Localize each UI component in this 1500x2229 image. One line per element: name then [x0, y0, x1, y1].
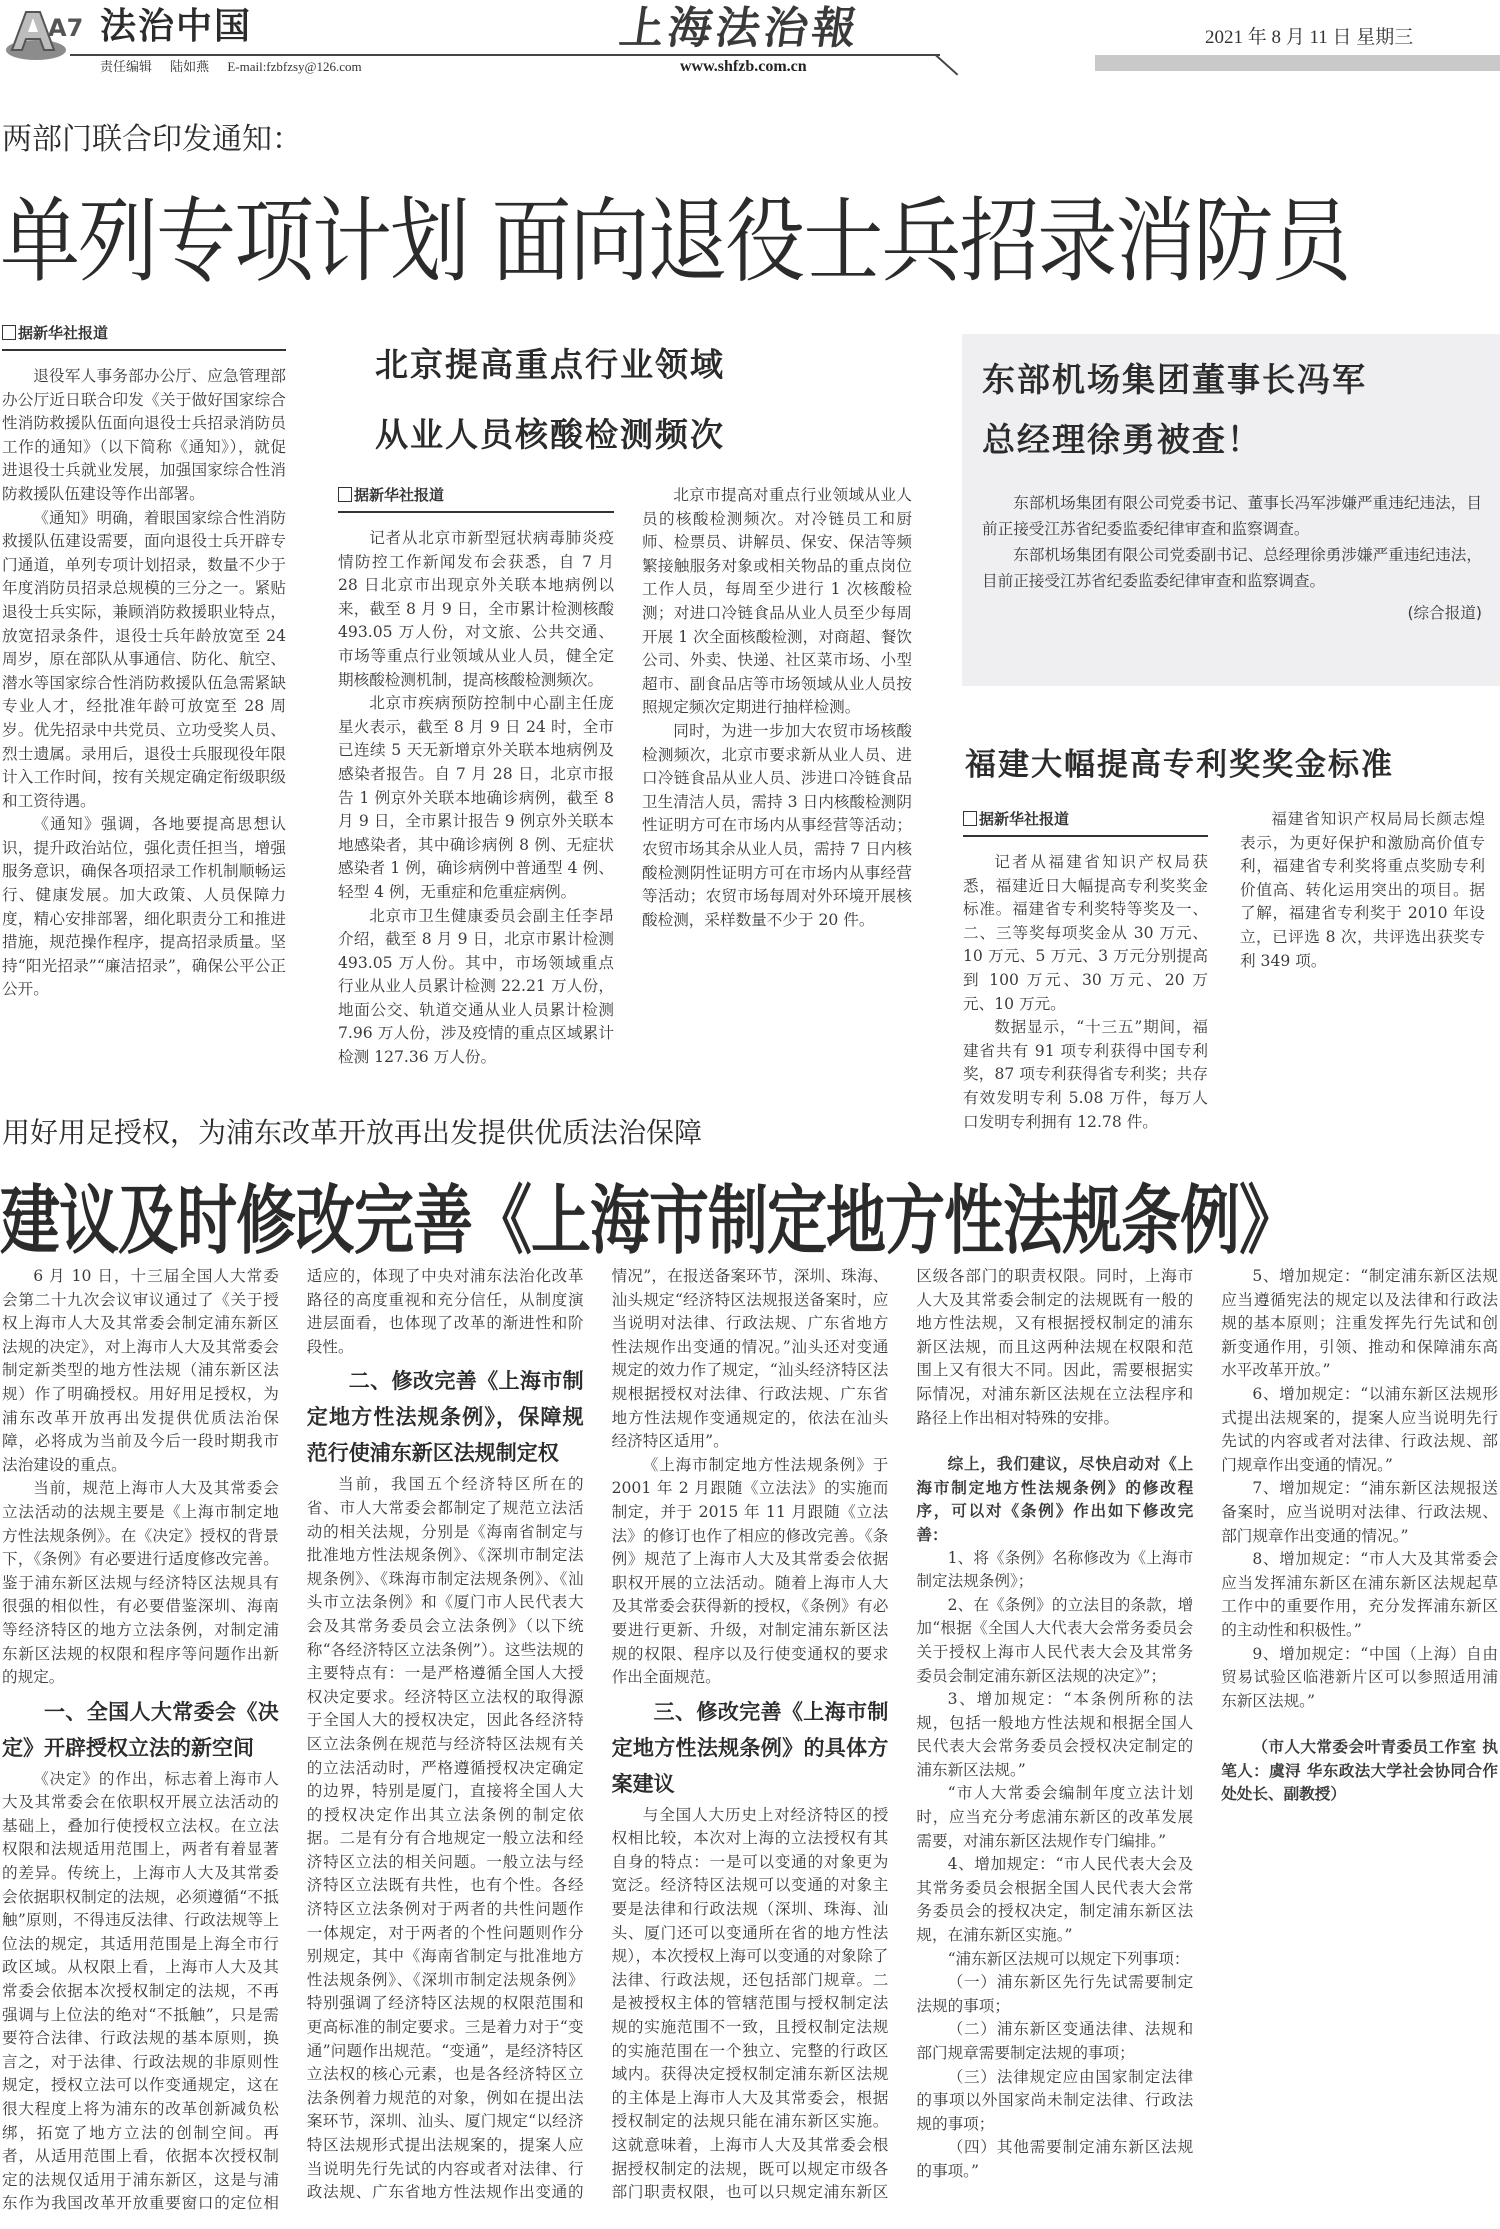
- article5-paragraph: 8、增加规定：“市人大及其常委会应当发挥浦东新区在浦东新区法规起草工作中的重要作用，充分发挥浦东新区的主动性和积极性。”: [1221, 1550, 1498, 1639]
- article1-paragraph: 退役军人事务部办公厅、应急管理部办公厅近日联合印发《关于做好国家综合性消防救援队伍面向退役士兵招录消防员工作的通知》（以下简称《通知》），就促进退役士兵就业发展，加强国家综合性消防救援队伍建设等作出部署。: [2, 367, 286, 503]
- article5-paragraph: （一）浦东新区先行先试需要制定法规的事项；: [916, 1973, 1194, 2015]
- editor-email[interactable]: E-mail:fzbfzsy@126.com: [227, 59, 362, 74]
- article3-source: (综合报道): [1407, 604, 1482, 622]
- editor-name: 陆如燕: [170, 60, 210, 75]
- article3-paragraph: 东部机场集团有限公司党委书记、董事长冯军涉嫌严重违纪违法，目前正接受江苏省纪委监委纪律审查和监察调查。: [982, 494, 1482, 538]
- article2-text-a: [338, 527, 614, 1072]
- article5-paragraph: 3、增加规定：“本条例所称的法规，包括一般地方性法规和根据全国人民代表大会常务委员会授权决定制定的浦东新区法规。”: [916, 1690, 1194, 1779]
- article5-paragraph: （二）浦东新区变通法律、法规和部门规章需要制定法规的事项；: [916, 2020, 1194, 2062]
- section-title: 法治中国: [100, 6, 253, 47]
- article5-subheading: 一、全国人大常委会《决定》开辟授权立法的新空间: [2, 1699, 279, 1760]
- page-number: A7: [48, 14, 84, 42]
- article5-paragraph: 5、增加规定：“制定浦东新区法规应当遵循宪法的规定以及法律和行政法规的基本原则；注重发挥先行先试和创新变通作用，引领、推动和保障浦东高水平改革开放。”: [1221, 1267, 1498, 1380]
- article5-paragraph: 与全国人大历史上对经济特区的授权相比较，本次对上海的立法授权有其自身的特点：一是可以变通的对象更为宽泛。经济特区法规可以变通的对象主要是法律和行政法规（深圳、珠海、汕头、厦门还可以变通所在省的地方性法规），本次授权上海可以变通的对象除了法律、行政法规，还包括部门规章。二是被授权主体的管辖范围与授权制定法规的实施范围不一致，且授权制定法规的实施范围在一个独立、完整的行政区域内。获得决定授权制定浦东新区法规的主体是上海市人大及其常委会，根据授权制定的法规只能在浦东新区实施。这就意味着，上海市人大及其常委会根据授权制定的法规，既可以规定市级各部门职责权限，也可以只规定浦东新区区级各部门的职责权限。同时，上海市人大及其常委会制定的法规既有一般的地方性法规，又有根据授权制定的浦东新区法规，而且这两种法规在权限和范围上又有很大不同。因此，需要根据实际情况，对浦东新区法规在立法程序和路径上作出相对特殊的安排。: [611, 1267, 1194, 2202]
- article5-spacer: [1221, 1713, 1498, 1735]
- article1-text: [2, 365, 286, 1002]
- article4-col2: [1240, 808, 1485, 973]
- article5-paragraph: 1、将《条例》名称修改为《上海市制定法规条例》；: [916, 1548, 1194, 1591]
- article5-paragraph: 当前，我国五个经济特区所在的省、市人大常委会都制定了规范立法活动的相关法规，分别是《海南省制定与批准地方性法规条例》、《深圳市制定法规条例》、《珠海市制定法规条例》、《汕头市立法条例》和《厦门市人民代表大会及其常务委员会立法条例》（以下统称“各经济特区立法条例”）。这些法规的主要特点有：一是严格遵循全国人大授权决定要求。经济特区立法权的取得源于全国人大的授权决定，因此各经济特区立法条例在规范与经济特区法规有关的立法活动时，严格遵循授权决定确定的边界，特别是厦门，直接将全国人大的授权决定作出其立法条例的制定依据。二是有分有合地规定一般立法和经济特区立法的相关问题。一般立法与经济特区立法既有共性，也有个性。各经济特区立法条例对于两者的共性问题作一体规定，对于两者的个性问题则作分别规定，其中《海南省制定与批准地方性法规条例》、《深圳市制定法规条例》特别强调了经济特区法规的权限范围和更高标准的制定要求。三是着力对于“变通”问题作出规范。“变通”，是经济特区立法权的核心元素，也是各经济特区立法条例着力规范的对象，例如在提出法案环节，深圳、汕头、厦门规定“以经济特区法规形式提出法规案的，提案人应当说明先行先试的内容或者对法律、行政法规、广东省地方性法规作出变通的情况”，在报送备案环节，深圳、珠海、汕头规定“经济特区法规报送备案时，应当说明对法律、行政法规、广东省地方性法规作出变通的情况。”汕头还对变通规定的效力作了规定，“汕头经济特区法规根据授权对法律、行政法规、广东省地方性法规作变通规定的，依法在汕头经济特区适用”。: [306, 1267, 889, 2202]
- editor-label: 责任编辑: [100, 60, 153, 75]
- article4-paragraph: 福建省知识产权局局长颜志煌表示，为更好保护和激励高价值专利，福建省专利奖将重点奖励专利价值高、转化运用突出的项目。据了解，福建省专利奖于 2010 年设立，已评选 8 次，共评选出获奖专利 349 项。: [1240, 810, 1485, 970]
- article2-col2: [642, 484, 912, 1064]
- article5-paragraph: 9、增加规定：“中国（上海）自由贸易试验区临港新片区可以参照适用浦东新区法规。”: [1221, 1644, 1498, 1710]
- article5-subheading: 三、修改完善《上海市制定地方性法规条例》的具体方案建议: [611, 1699, 889, 1796]
- article4-col1: [963, 808, 1208, 1131]
- article5-kicker: 用好用足授权，为浦东改革开放再出发提供优质法治保障: [2, 1116, 703, 1149]
- article2-byline: 据新华社报道: [338, 484, 614, 513]
- article1-paragraph: 《通知》明确，着眼国家综合性消防救援队伍建设需要，面向退役士兵开辟专门通道，单列专项计划招录，数量不少于年度消防员招录总规模的三分之一。紧贴退役士兵实际，兼顾消防救援职业特点，放宽招录条件，退役士兵年龄放宽至 24 周岁，原在部队从事通信、防化、航空、潜水等国家综合性消防救援队伍急需紧缺专业人才，经批准年龄可放宽至 28 周岁。优先招录中共党员、立功受奖人员、烈士遗属。录用后，退役士兵服现役年限计入工作时间，按有关规定确定衔级职级和工资待遇。: [2, 508, 286, 810]
- article5-paragraph: 当前，规范上海市人大及其常委会立法活动的法规主要是《上海市制定地方性法规条例》。在《决定》授权的背景下，《条例》有必要进行适度修改完善。鉴于浦东新区法规与经济特区法规具有很强的相似性，有必要借鉴深圳、海南等经济特区的地方立法条例，对制定浦东新区法规的权限和程序等问题作出新的规定。: [2, 1479, 279, 1687]
- article2-paragraph: 北京市提高对重点行业领域从业人员的核酸检测频次。对冷链员工和厨师、检票员、讲解员、保安、保洁等频繁接触服务对象或相关物品的重点岗位工作人员，每周至少进行 1 次核酸检测；对进口冷链食品从业人员至少每周开展 1 次全面核酸检测，对商超、餐饮公司、外卖、快递、社区菜市场、小型超市、副食品店等市场领域从业人员按照规定频次定期进行抽样检测。: [642, 486, 912, 717]
- article1-kicker: 两部门联合印发通知：: [2, 122, 302, 157]
- article4-paragraph: 数据显示，“十三五”期间，福建省共有 91 项专利获得中国专利奖，87 项专利获得省专利奖；共存有效发明专利 5.08 万件，每万人口发明专利拥有 12.78 件。: [963, 1018, 1208, 1131]
- article3-paragraph: 东部机场集团有限公司党委副书记、总经理徐勇涉嫌严重违纪违法，目前正接受江苏省纪委监委纪律审查和监察调查。: [982, 546, 1482, 590]
- article5-spacer: [916, 1430, 1193, 1452]
- article5-paragraph: “市人大常委会编制年度立法计划时，应当充分考虑浦东新区的改革发展需要，对浦东新区法规作专门编排。”: [916, 1784, 1194, 1850]
- article5-paragraph: 《决定》的作出，标志着上海市人大及其常委会在依职权开展立法活动的基础上，叠加行使授权立法权。在立法权限和法规适用范围上，两者有着显著的差异。传统上，上海市人大及其常委会依据职权制定的法规，必须遵循“不抵触”原则，不得违反法律、行政法规等上位法的规定，其适用范围是上海全市行政区域。从权限上看，上海市人大及其常委会依据本次授权制定的法规，不再强调与上位法的绝对“不抵触”，只是需要符合法律、行政法规的基本原则，换言之，对于法律、行政法规的非原则性规定，授权立法可以作变通规定，这在很大程度上将为浦东的改革创新减负松绑，拓宽了地方立法的创制空间。再者，从适用范围上看，依据本次授权制定的法规仅适用于浦东新区，这是与浦东作为我国改革开放重要窗口的定位相适应的，体现了中央对浦东法治化改革路径的高度重视和充分信任，从制度演进层面看，也体现了改革的渐进性和阶段性。: [2, 1267, 584, 2213]
- article5-body: [2, 1265, 1498, 2220]
- article5-paragraph: （三）法律规定应由国家制定法律的事项以外国家尚未制定法律、行政法规的事项；: [916, 2067, 1194, 2133]
- article3-text: [982, 490, 1482, 626]
- article4-text-a: [963, 851, 1208, 1131]
- issue-date: 2021 年 8 月 11 日 星期三: [1205, 27, 1414, 48]
- byline-box-icon: [963, 811, 977, 826]
- article2-headline-line2: 从业人员核酸检测频次: [375, 415, 725, 454]
- article5-subheading: 二、修改完善《上海市制定地方性法规条例》，保障规范行使浦东新区法规制定权: [306, 1369, 584, 1466]
- article4-headline: 福建大幅提高专利奖奖金标准: [965, 747, 1394, 783]
- byline-box-icon: [2, 325, 16, 340]
- article4-byline: 据新华社报道: [963, 808, 1208, 837]
- article5-paragraph: 4、增加规定：“市人民代表大会及其常务委员会根据全国人民代表大会常务委员会的授权决定，制定浦东新区法规，在浦东新区实施。”: [916, 1855, 1194, 1945]
- masthead-rule: [70, 54, 940, 56]
- article1-body: [2, 322, 286, 1002]
- article3-headline-line2: 总经理徐勇被查！: [982, 420, 1262, 459]
- article5-paragraph: （四）其他需要制定浦东新区法规的事项。”: [916, 2138, 1194, 2180]
- article5-paragraph: 6、增加规定：“以浦东新区法规形式提出法规案的，提案人应当说明先行先试的内容或者对法律、行政法规、部门规章作出变通的情况。”: [1221, 1384, 1498, 1474]
- masthead-rule-diagonal: [935, 54, 959, 76]
- masthead-gray-bar: [1095, 55, 1500, 71]
- byline-box-icon: [338, 487, 352, 502]
- article5-paragraph: 6 月 10 日，十三届全国人大常委会第二十九次会议审议通过了《关于授权上海市人大及其常委会制定浦东新区法规的决定》，对上海市人大及其常委会制定新类型的地方性法规（浦东新区法规）作了明确授权。用好用足授权，为浦东改革开放再出发提供优质法治保障，必将成为当前及今后一段时期我市法治建设的重点。: [2, 1267, 279, 1474]
- paper-url[interactable]: www.shfzb.com.cn: [680, 58, 807, 75]
- article2-paragraph: 北京市卫生健康委员会副主任李昂介绍，截至 8 月 9 日，北京市累计检测 493.05 万人份。其中，市场领域重点行业从业人员累计检测 22.21 万人份，地面公交、轨道交通从业人员累计检测 7.96 万人份，涉及疫情的重点区域累计检测 127.36 万人份。: [338, 906, 614, 1067]
- editor-line: [100, 56, 376, 75]
- article1-headline: 单列专项计划 面向退役士兵招录消防员: [0, 187, 1350, 295]
- article3-headline-line1: 东部机场集团董事长冯军: [982, 360, 1367, 399]
- article1-byline: 据新华社报道: [2, 322, 286, 351]
- article5-headline: 建议及时修改完善《上海市制定地方性法规条例》: [0, 1177, 1298, 1265]
- paper-logo: 上海法治報: [616, 3, 864, 54]
- article2-paragraph: 同时，为进一步加大农贸市场核酸检测频次，北京市要求新从业人员、进口冷链食品从业人员、涉进口冷链食品卫生清洁人员，需持 3 日内核酸检测阴性证明方可在市场内从事经营等活动；农贸市场其余从业人员，需持 7 日内核酸检测阴性证明方可在市场内从事经营等活动；农贸市场每周对外环境开展核酸检测，采样数量不少于 20 件。: [642, 721, 912, 929]
- article5-bold-paragraph: 综上，我们建议，尽快启动对《上海市制定地方性法规条例》的修改程序，可以对《条例》作出如下修改完善：: [916, 1454, 1194, 1544]
- article5-bold-paragraph: （市人大常委会叶青委员工作室 执笔人：虞浔 华东政法大学社会协同合作处处长、副教授）: [1221, 1737, 1498, 1804]
- article2-col1: [338, 484, 614, 1072]
- article5-paragraph: 2、在《条例》的立法目的条款，增加“根据《全国人大代表大会常务委员会关于授权上海市人民代表大会及其常务委员会制定浦东新区法规的决定》”；: [916, 1595, 1194, 1685]
- article5-paragraph: 《上海市制定地方性法规条例》于 2001 年 2 月跟随《立法法》的实施而制定，并于 2015 年 11 月跟随《立法法》的修订也作了相应的修改完善。《条例》规范了上海市人大及其常委会依据职权开展的立法活动。随着上海市人大及其常委会获得新的授权，《条例》有必要进行更新、升级，对制定浦东新区法规的权限、程序以及行使变通权的要求作出全面规范。: [611, 1455, 889, 1687]
- article2-paragraph: 记者从北京市新型冠状病毒肺炎疫情防控工作新闻发布会获悉，自 7 月 28 日北京市出现京外关联本地病例以来，截至 8 月 9 日，全市累计检测核酸 493.05 万人份，对文旅、公共交通、市场等重点行业领域从业人员，健全定期核酸检测机制，提高核酸检测频次。: [338, 529, 614, 689]
- article2-paragraph: 北京市疾病预防控制中心副主任庞星火表示，截至 8 月 9 日 24 时，全市已连续 5 天无新增京外关联本地病例及感染者报告。自 7 月 28 日，北京市报告 1 例京外关联本地确诊病例，截至 8 月 9 日，全市累计报告 9 例京外关联本地感染者，其中确诊病例 8 例、无症状感染者 1 例，确诊病例中普通型 4 例、轻型 4 例，无重症和危重症病例。: [338, 694, 614, 901]
- article5-paragraph: 7、增加规定：“浦东新区法规报送备案时，应当说明对法律、行政法规、部门规章作出变通的情况。”: [1221, 1479, 1498, 1545]
- article4-paragraph: 记者从福建省知识产权局获悉，福建近日大幅提高专利奖奖金标准。福建省专利奖特等奖及一、二、三等奖每项奖金从 30 万元、10 万元、5 万元、3 万元分别提高到 100 万元、30 万元、20 万元、10 万元。: [963, 853, 1208, 1013]
- article5-paragraph: “浦东新区法规可以规定下列事项：: [947, 1949, 1190, 1968]
- article1-paragraph: 《通知》强调，各地要提高思想认识，提升政治站位，强化责任担当，增强服务意识，确保各项招录工作机制顺畅运行、健康发展。加大政策、人员保障力度，精心安排部署，细化职责分工和推进措施，规范操作程序，提高招录质量。坚持“阳光招录”“廉洁招录”，确保公平公正公开。: [2, 815, 286, 999]
- article2-headline-line1: 北京提高重点行业领域: [375, 345, 725, 384]
